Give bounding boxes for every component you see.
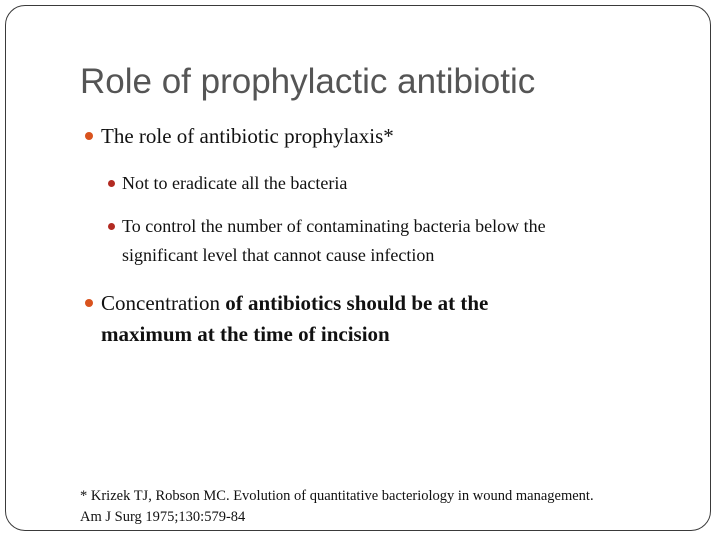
bullet-dot-icon xyxy=(85,299,93,307)
bullet-2-bold-2: maximum at the time of incision xyxy=(101,322,390,346)
bullet-text-cont xyxy=(101,319,390,350)
sub-bullet-text-cont xyxy=(122,241,434,270)
sub-bullet-text xyxy=(122,169,347,198)
bullet-1-text: The role of antibiotic prophylaxis* xyxy=(101,124,394,148)
sub-bullet-dot-icon xyxy=(108,180,115,187)
sub-bullet-1-text: Not to eradicate all the bacteria xyxy=(122,173,348,193)
sub-bullet-2-line2: significant level that cannot cause infection xyxy=(122,245,435,265)
footnote-line-1: * Krizek TJ, Robson MC. Evolution of quantitative bacteriology in wound management. xyxy=(80,488,594,504)
bullet-2-bold-1: of antibiotics should be at the xyxy=(225,291,489,315)
bullet-2-prefix: Concentration xyxy=(101,291,226,315)
slide-title: Role of prophylactic antibiotic xyxy=(80,62,536,101)
bullet-text xyxy=(101,121,394,152)
bullet-dot-icon xyxy=(85,132,93,140)
sub-bullet-text xyxy=(122,212,546,241)
sub-bullet-dot-icon xyxy=(108,223,115,230)
footnote xyxy=(80,486,680,528)
sub-bullet-2-line1: To control the number of contaminating bacteria below the xyxy=(122,216,546,236)
footnote-line-2: Am J Surg 1975;130:579-84 xyxy=(80,509,246,525)
bullet-text xyxy=(101,288,488,319)
